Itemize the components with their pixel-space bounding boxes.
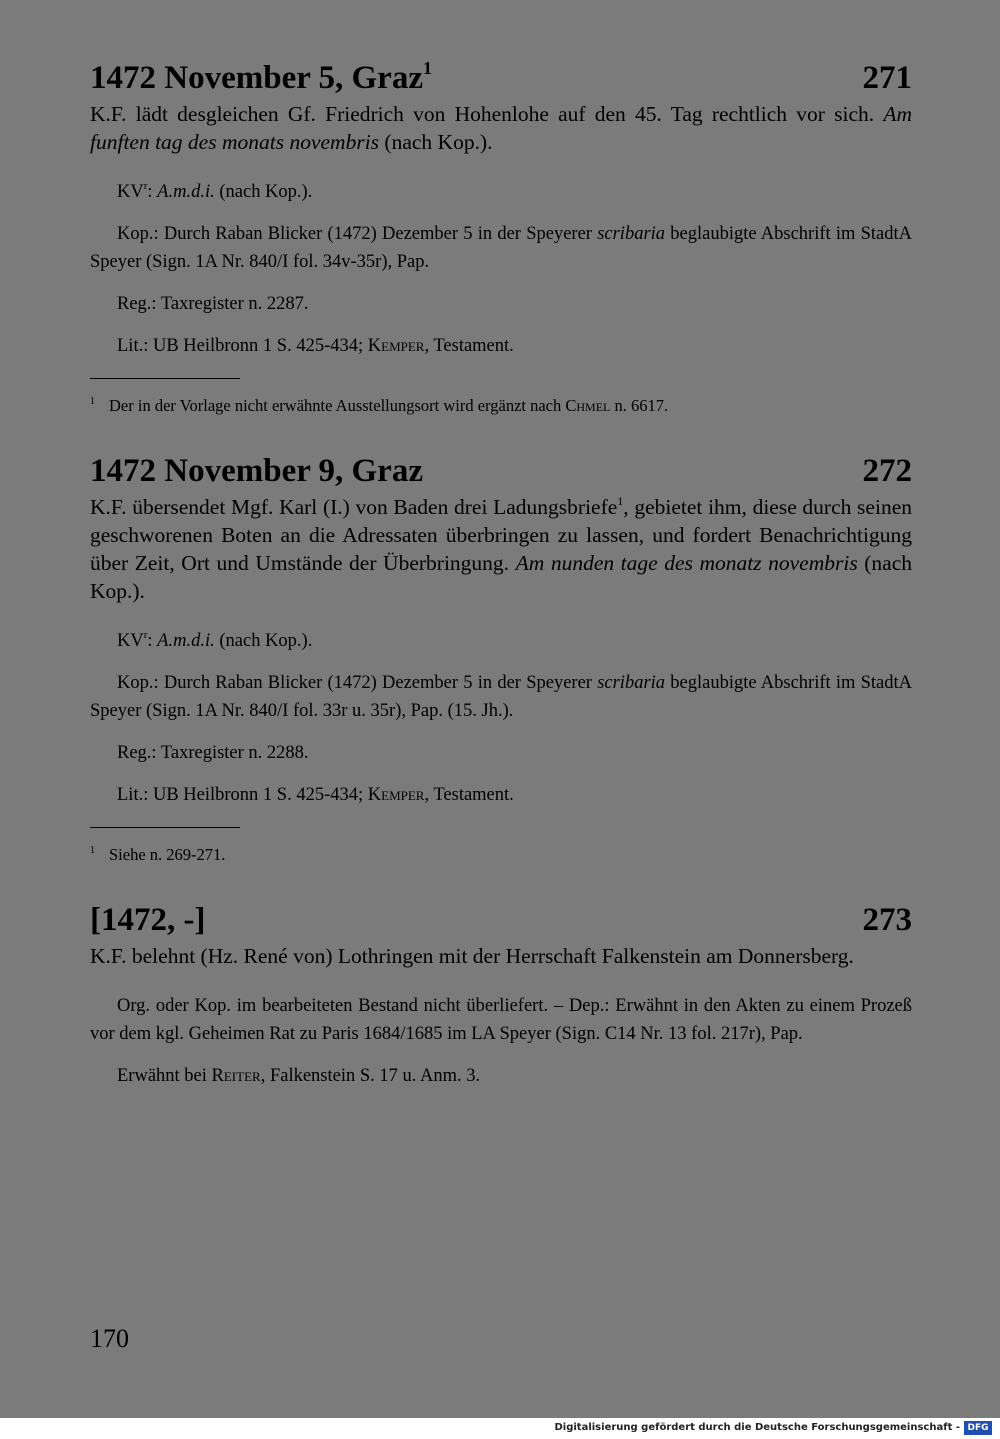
lit-note: Lit.: UB Heilbronn 1 S. 425-434; Kemper, Testament.	[117, 785, 514, 805]
entry-date: 1472 November 5, Graz$^1$	[90, 58, 432, 96]
page-number: 170	[90, 1324, 129, 1353]
entry-number: 271	[862, 60, 912, 96]
entry-heading	[90, 58, 912, 98]
entry-date: [1472, -]	[90, 902, 206, 938]
entry-number: 273	[862, 902, 912, 938]
footer-credit: Digitalisierung gefördert durch die Deutsche Forschungsgemeinschaft -	[554, 1422, 960, 1433]
entry-summary: K.F. belehnt (Hz. René von) Lothringen mit der Herrschaft Falkenstein am Donnersberg.	[90, 944, 854, 968]
reg-note: Reg.: Taxregister n. 2288.	[117, 743, 309, 763]
entry-summary: K.F. übersendet Mgf. Karl (I.) von Baden drei Ladungsbriefe$^1$, gebietet ihm, diese durch seinen geschworenen Boten an die Adressaten überbringen zu lassen, und fordert Benachrichtigung über Zeit, Ort und Umstände der Überbringung. Am nunden tage des monatz novembris (nach Kop.).	[90, 494, 913, 603]
kv-note: $KV^r$: A.m.d.i. (nach Kop.).	[117, 180, 313, 202]
footnote-ref: 1	[422, 58, 432, 78]
kop-note: Kop.: Durch Raban Blicker (1472) Dezember 5 in der Speyerer scribaria beglaubigte Abschrift im StadtA Speyer (Sign. 1A Nr. 840/I fol. 34v-35r), Pap.	[90, 224, 913, 272]
entry-date: 1472 November 9, Graz	[90, 453, 423, 489]
entry-271	[90, 58, 912, 417]
reg-note: Reg.: Taxregister n. 2287.	[117, 294, 309, 314]
kv-note: $KV^r$: A.m.d.i. (nach Kop.).	[117, 629, 313, 651]
footer-bar	[0, 1418, 1000, 1439]
lit-note: Lit.: UB Heilbronn 1 S. 425-434; Kemper, Testament.	[117, 336, 514, 356]
entry-272	[90, 451, 912, 866]
quote-text: Am funften tag des monats novembris	[90, 102, 912, 154]
entry-heading	[90, 451, 912, 491]
dfg-logo: DFG	[964, 1421, 992, 1435]
entry-heading	[90, 900, 912, 940]
footnote-ref: 1	[617, 494, 624, 508]
org-note: Org. oder Kop. im bearbeiteten Bestand nicht überliefert. – Dep.: Erwähnt in den Akten zu einem Prozeß vor dem kgl. Geheimen Rat zu Paris 1684/1685 im LA Speyer (Sign. C14 Nr. 13 fol. 217r), Pap.	[90, 996, 912, 1044]
entry-273	[90, 900, 912, 1090]
kop-note: Kop.: Durch Raban Blicker (1472) Dezember 5 in der Speyerer scribaria beglaubigte Abschrift im StadtA Speyer (Sign. 1A Nr. 840/I fol. 33r u. 35r), Pap. (15. Jh.).	[90, 673, 913, 721]
footnote: $^1$ Siehe n. 269-271.	[90, 845, 226, 864]
entry-number: 272	[862, 453, 912, 489]
footnote: $^1$ Der in der Vorlage nicht erwähnte Ausstellungsort wird ergänzt nach Chmel n. 6617.	[90, 396, 669, 415]
entry-summary: K.F. lädt desgleichen Gf. Friedrich von Hohenlohe auf den 45. Tag rechtlich vor sich. Am funften tag des monats novembris (nach Kop.).	[90, 102, 912, 154]
page-content	[90, 58, 912, 1090]
mention-note: Erwähnt bei Reiter, Falkenstein S. 17 u. Anm. 3.	[117, 1066, 481, 1086]
quote-text: Am nunden tage des monatz novembris	[515, 551, 858, 575]
